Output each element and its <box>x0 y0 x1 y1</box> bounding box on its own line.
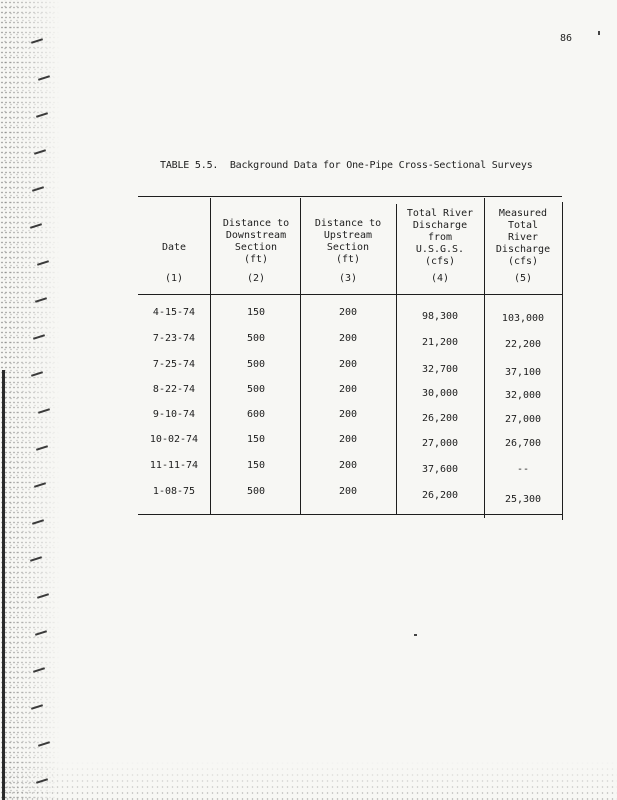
column-header-line: Downstream <box>225 230 287 241</box>
column-header-line: (cfs) <box>507 256 539 267</box>
column-divider-1 <box>210 198 211 514</box>
table-cell: 200 <box>338 434 358 445</box>
table-cell: 200 <box>338 460 358 471</box>
column-number: (2) <box>246 273 266 284</box>
column-header <box>162 242 186 254</box>
table-cell: 500 <box>246 384 266 395</box>
column-header-line: Measured <box>498 208 548 219</box>
table-cell: 26,200 <box>421 490 459 501</box>
ink-smudge <box>598 31 600 35</box>
column-header-line: Total <box>507 220 539 231</box>
column-divider-3 <box>396 204 397 514</box>
table-cell: 200 <box>338 486 358 497</box>
column-header-line: Discharge <box>495 244 551 255</box>
column-header-line: Total River <box>406 208 474 219</box>
column-header <box>223 218 289 266</box>
table-cell: 200 <box>338 333 358 344</box>
table-cell: 8-22-74 <box>152 384 196 395</box>
column-header <box>315 218 381 266</box>
column-header-line: Section <box>234 242 278 253</box>
table-cell: 500 <box>246 333 266 344</box>
table-cell: 150 <box>246 460 266 471</box>
table-cell: 200 <box>338 384 358 395</box>
table-cell: -- <box>516 464 530 475</box>
table-cell: 32,700 <box>421 364 459 375</box>
binding-shadow <box>2 370 5 800</box>
table-cell: 1-08-75 <box>152 486 196 497</box>
table-cell: 21,200 <box>421 337 459 348</box>
column-header-line: (ft) <box>335 254 361 265</box>
data-table <box>138 196 562 520</box>
table-cell: 103,000 <box>501 313 545 324</box>
table-cell: 11-11-74 <box>149 460 199 471</box>
table-cell: 37,600 <box>421 464 459 475</box>
table-cell: 25,300 <box>504 494 542 505</box>
table-cell: 7-25-74 <box>152 359 196 370</box>
table-cell: 7-23-74 <box>152 333 196 344</box>
table-cell: 200 <box>338 307 358 318</box>
column-header-line: Distance to <box>314 218 382 229</box>
column-header-line: Section <box>326 242 370 253</box>
table-cell: 32,000 <box>504 390 542 401</box>
column-header-line: U.S.G.S. <box>415 244 465 255</box>
table-cell: 26,700 <box>504 438 542 449</box>
table-cell: 4-15-74 <box>152 307 196 318</box>
table-cell: 200 <box>338 359 358 370</box>
table-cell: 500 <box>246 359 266 370</box>
column-number: (5) <box>513 273 533 284</box>
column-header-line: (cfs) <box>424 256 456 267</box>
column-number: (1) <box>164 273 184 284</box>
table-top-rule <box>138 196 562 197</box>
table-cell: 27,000 <box>504 414 542 425</box>
table-cell: 10-02-74 <box>149 434 199 445</box>
column-header-line: Distance to <box>222 218 290 229</box>
table-cell: 22,200 <box>504 339 542 350</box>
table-cell: 98,300 <box>421 311 459 322</box>
column-divider-5 <box>562 202 563 520</box>
column-number: (3) <box>338 273 358 284</box>
scan-bottom-noise <box>0 760 617 800</box>
column-header-line: Date <box>161 242 187 253</box>
column-header-line: River <box>507 232 539 243</box>
column-divider-4 <box>484 198 485 518</box>
table-bottom-rule <box>138 514 562 515</box>
table-cell: 200 <box>338 409 358 420</box>
table-cell: 500 <box>246 486 266 497</box>
table-cell: 600 <box>246 409 266 420</box>
table-cell: 150 <box>246 307 266 318</box>
column-number: (4) <box>430 273 450 284</box>
column-header-line: (ft) <box>243 254 269 265</box>
table-cell: 9-10-74 <box>152 409 196 420</box>
table-cell: 150 <box>246 434 266 445</box>
scan-edge-noise <box>0 0 60 800</box>
column-header-line: Upstream <box>323 230 373 241</box>
column-header <box>407 208 473 268</box>
table-cell: 26,200 <box>421 413 459 424</box>
table-cell: 30,000 <box>421 388 459 399</box>
column-header <box>496 208 550 268</box>
column-header-line: Discharge <box>412 220 468 231</box>
column-header-line: from <box>427 232 453 243</box>
column-divider-2 <box>300 198 301 514</box>
ink-smudge <box>414 634 417 636</box>
table-cell: 37,100 <box>504 367 542 378</box>
table-cell: 27,000 <box>421 438 459 449</box>
page-number: 86 <box>560 33 573 44</box>
table-caption: TABLE 5.5. Background Data for One-Pipe Cross-Sectional Surveys <box>160 160 533 171</box>
table-header-rule <box>138 294 562 295</box>
